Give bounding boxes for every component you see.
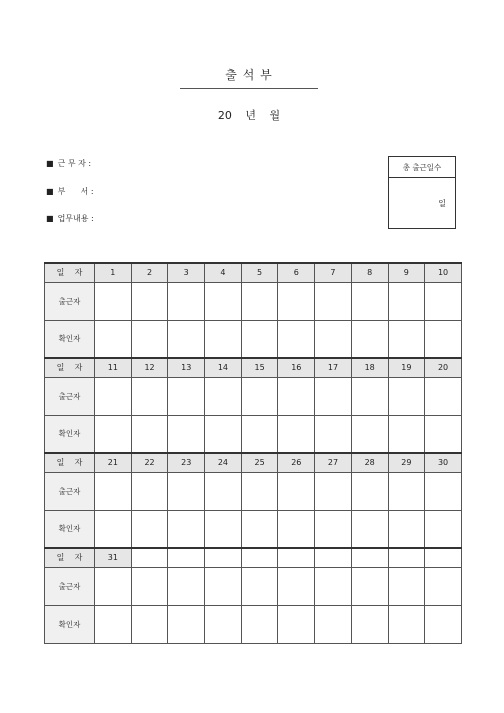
signature-cell[interactable] <box>425 377 462 415</box>
signature-cell[interactable] <box>425 472 462 510</box>
signature-cell[interactable] <box>351 472 388 510</box>
confirmer-sign-row <box>45 320 462 358</box>
signature-cell[interactable] <box>168 510 205 548</box>
day-number-cell <box>131 548 168 567</box>
day-number-cell: 15 <box>241 358 278 377</box>
signature-cell[interactable] <box>205 415 242 453</box>
signature-cell[interactable] <box>315 282 352 320</box>
signature-cell[interactable] <box>95 377 132 415</box>
attendance-table <box>44 262 462 644</box>
day-number-cell <box>315 548 352 567</box>
confirmer-sign-row <box>45 605 462 643</box>
day-number-cell: 9 <box>388 263 425 282</box>
signature-cell[interactable] <box>168 567 205 605</box>
attendee-row-label: 출근자 <box>45 567 95 605</box>
bullet-square-icon: ■ <box>46 158 54 168</box>
signature-cell[interactable] <box>425 320 462 358</box>
signature-cell[interactable] <box>315 510 352 548</box>
signature-cell[interactable] <box>278 377 315 415</box>
signature-cell[interactable] <box>388 472 425 510</box>
confirmer-sign-row <box>45 510 462 548</box>
day-row-label: 일 자 <box>45 263 95 282</box>
day-number-cell: 27 <box>315 453 352 472</box>
signature-cell[interactable] <box>388 320 425 358</box>
day-number-cell <box>241 548 278 567</box>
signature-cell[interactable] <box>241 377 278 415</box>
day-number-cell: 13 <box>168 358 205 377</box>
total-days-label: 총 출근일수 <box>389 157 455 178</box>
signature-cell[interactable] <box>95 415 132 453</box>
confirmer-row-label: 확인자 <box>45 605 95 643</box>
signature-cell[interactable] <box>425 567 462 605</box>
signature-cell[interactable] <box>351 320 388 358</box>
day-number-row <box>45 358 462 377</box>
signature-cell[interactable] <box>168 377 205 415</box>
total-days-box <box>388 156 456 229</box>
total-days-unit: 일 <box>438 199 446 208</box>
signature-cell[interactable] <box>131 605 168 643</box>
signature-cell[interactable] <box>241 510 278 548</box>
signature-cell[interactable] <box>278 605 315 643</box>
signature-cell[interactable] <box>131 320 168 358</box>
day-number-cell: 5 <box>241 263 278 282</box>
signature-cell[interactable] <box>205 282 242 320</box>
day-number-cell: 1 <box>95 263 132 282</box>
signature-cell[interactable] <box>205 472 242 510</box>
attendee-sign-row <box>45 567 462 605</box>
signature-cell[interactable] <box>278 510 315 548</box>
day-number-cell: 21 <box>95 453 132 472</box>
day-number-cell: 7 <box>315 263 352 282</box>
day-number-cell: 28 <box>351 453 388 472</box>
signature-cell[interactable] <box>315 605 352 643</box>
attendance-table-body <box>45 263 462 643</box>
attendee-sign-row <box>45 377 462 415</box>
confirmer-row-label: 확인자 <box>45 415 95 453</box>
signature-cell[interactable] <box>241 472 278 510</box>
field-worker-label: 근 무 자 : <box>57 159 92 168</box>
day-number-row <box>45 548 462 567</box>
day-number-cell: 14 <box>205 358 242 377</box>
signature-cell[interactable] <box>388 415 425 453</box>
signature-cell[interactable] <box>278 567 315 605</box>
confirmer-sign-row <box>45 415 462 453</box>
day-number-cell <box>205 548 242 567</box>
day-number-cell <box>168 548 205 567</box>
attendee-row-label: 출근자 <box>45 472 95 510</box>
day-number-cell: 29 <box>388 453 425 472</box>
signature-cell[interactable] <box>388 282 425 320</box>
day-number-cell: 8 <box>351 263 388 282</box>
signature-cell[interactable] <box>241 605 278 643</box>
signature-cell[interactable] <box>95 567 132 605</box>
field-duties <box>46 213 94 224</box>
day-number-cell: 4 <box>205 263 242 282</box>
signature-cell[interactable] <box>241 320 278 358</box>
day-number-cell: 23 <box>168 453 205 472</box>
day-number-row <box>45 453 462 472</box>
signature-cell[interactable] <box>388 605 425 643</box>
attendee-sign-row <box>45 282 462 320</box>
day-row-label: 일 자 <box>45 358 95 377</box>
signature-cell[interactable] <box>388 510 425 548</box>
signature-cell[interactable] <box>351 415 388 453</box>
signature-cell[interactable] <box>278 320 315 358</box>
signature-cell[interactable] <box>351 567 388 605</box>
signature-cell[interactable] <box>168 320 205 358</box>
day-number-cell: 17 <box>315 358 352 377</box>
signature-cell[interactable] <box>241 567 278 605</box>
signature-cell[interactable] <box>131 282 168 320</box>
day-number-cell: 31 <box>95 548 132 567</box>
signature-cell[interactable] <box>278 472 315 510</box>
signature-cell[interactable] <box>95 510 132 548</box>
signature-cell[interactable] <box>168 415 205 453</box>
signature-cell[interactable] <box>425 510 462 548</box>
signature-cell[interactable] <box>241 282 278 320</box>
bullet-square-icon: ■ <box>46 186 54 196</box>
day-number-cell: 30 <box>425 453 462 472</box>
field-worker <box>46 158 91 169</box>
signature-cell[interactable] <box>351 377 388 415</box>
field-department-label: 부 서 : <box>57 187 94 196</box>
confirmer-row-label: 확인자 <box>45 320 95 358</box>
day-number-cell <box>351 548 388 567</box>
day-number-row <box>45 263 462 282</box>
day-number-cell: 12 <box>131 358 168 377</box>
signature-cell[interactable] <box>95 282 132 320</box>
day-number-cell: 19 <box>388 358 425 377</box>
signature-cell[interactable] <box>131 510 168 548</box>
signature-cell[interactable] <box>131 415 168 453</box>
signature-cell[interactable] <box>278 282 315 320</box>
signature-cell[interactable] <box>315 567 352 605</box>
signature-cell[interactable] <box>131 377 168 415</box>
signature-cell[interactable] <box>241 415 278 453</box>
signature-cell[interactable] <box>315 320 352 358</box>
period-line: 20 년 월 <box>217 109 281 122</box>
bullet-square-icon: ■ <box>46 213 54 223</box>
day-row-label: 일 자 <box>45 453 95 472</box>
day-number-cell: 6 <box>278 263 315 282</box>
day-number-cell: 2 <box>131 263 168 282</box>
signature-cell[interactable] <box>425 282 462 320</box>
day-number-cell: 22 <box>131 453 168 472</box>
day-number-cell <box>278 548 315 567</box>
signature-cell[interactable] <box>95 605 132 643</box>
title-underline <box>180 88 318 89</box>
day-number-cell <box>388 548 425 567</box>
signature-cell[interactable] <box>205 510 242 548</box>
signature-cell[interactable] <box>315 377 352 415</box>
signature-cell[interactable] <box>168 472 205 510</box>
signature-cell[interactable] <box>388 567 425 605</box>
signature-cell[interactable] <box>315 415 352 453</box>
day-number-cell: 18 <box>351 358 388 377</box>
field-department <box>46 186 94 197</box>
day-number-cell: 11 <box>95 358 132 377</box>
day-number-cell: 16 <box>278 358 315 377</box>
attendee-row-label: 출근자 <box>45 282 95 320</box>
day-number-cell: 25 <box>241 453 278 472</box>
signature-cell[interactable] <box>351 510 388 548</box>
signature-cell[interactable] <box>425 605 462 643</box>
day-row-label: 일 자 <box>45 548 95 567</box>
signature-cell[interactable] <box>351 282 388 320</box>
signature-cell[interactable] <box>425 415 462 453</box>
signature-cell[interactable] <box>168 282 205 320</box>
signature-cell[interactable] <box>351 605 388 643</box>
confirmer-row-label: 확인자 <box>45 510 95 548</box>
signature-cell[interactable] <box>205 377 242 415</box>
signature-cell[interactable] <box>205 567 242 605</box>
day-number-cell: 10 <box>425 263 462 282</box>
day-number-cell <box>425 548 462 567</box>
document-title: 출 석 부 <box>225 68 273 82</box>
signature-cell[interactable] <box>131 472 168 510</box>
signature-cell[interactable] <box>168 605 205 643</box>
field-duties-label: 업무내용 : <box>57 214 94 223</box>
day-number-cell: 24 <box>205 453 242 472</box>
signature-cell[interactable] <box>315 472 352 510</box>
attendee-sign-row <box>45 472 462 510</box>
day-number-cell: 26 <box>278 453 315 472</box>
signature-cell[interactable] <box>388 377 425 415</box>
signature-cell[interactable] <box>95 320 132 358</box>
day-number-cell: 3 <box>168 263 205 282</box>
signature-cell[interactable] <box>95 472 132 510</box>
day-number-cell: 20 <box>425 358 462 377</box>
attendee-row-label: 출근자 <box>45 377 95 415</box>
signature-cell[interactable] <box>205 320 242 358</box>
signature-cell[interactable] <box>131 567 168 605</box>
signature-cell[interactable] <box>278 415 315 453</box>
signature-cell[interactable] <box>205 605 242 643</box>
